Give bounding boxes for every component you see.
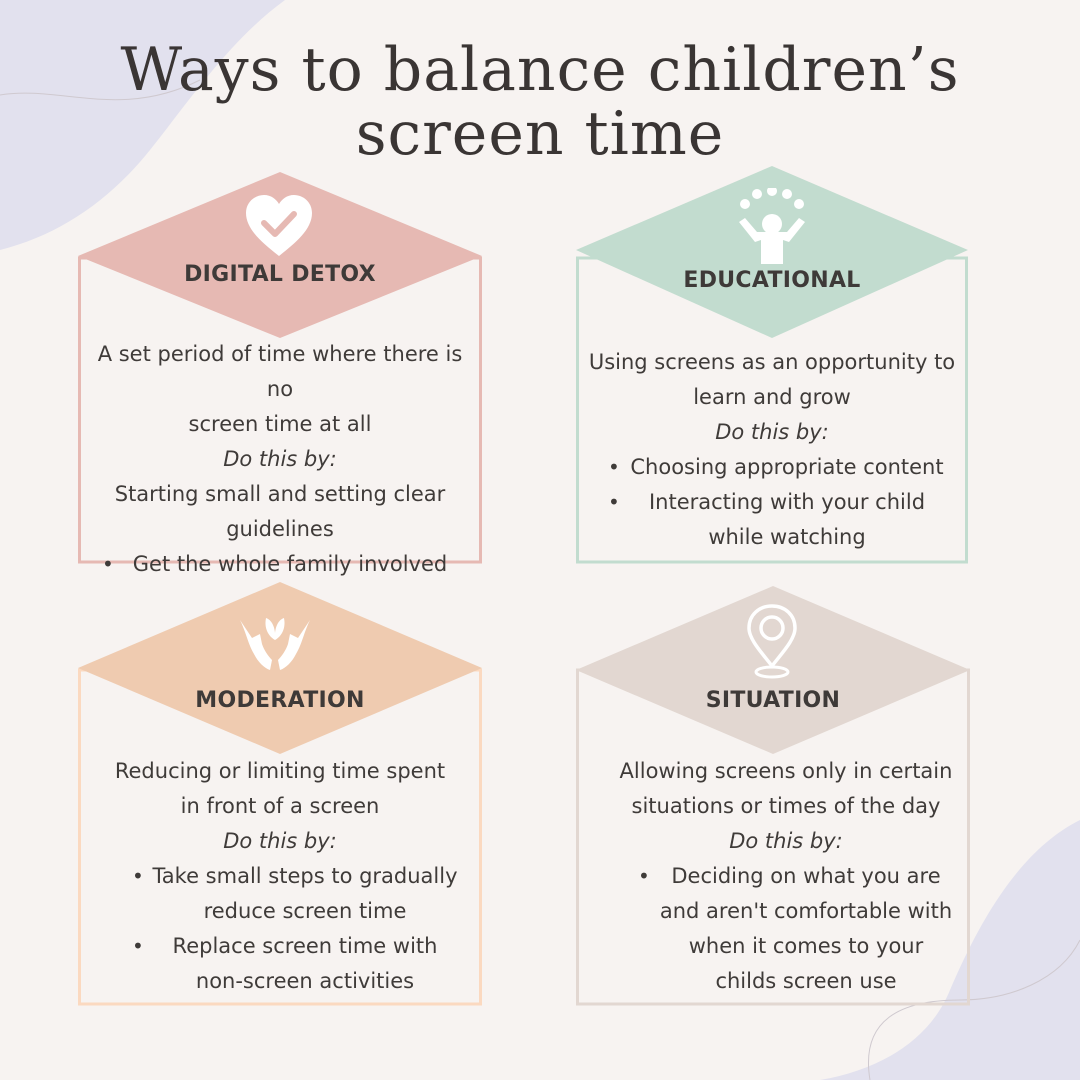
situation-bullet-1-line-2: and aren't comfortable with	[659, 899, 953, 923]
page-title	[0, 35, 1080, 169]
educational-bullet-2-line-1: Interacting with your child	[648, 490, 926, 514]
detox-body	[86, 337, 474, 582]
moderation-desc-line-1: Reducing or limiting time spent	[114, 759, 446, 783]
bullet-icon: •	[638, 864, 650, 888]
list-item	[86, 547, 474, 582]
bullet-icon: •	[102, 552, 114, 576]
educational-body	[580, 345, 964, 555]
detox-do-this-by: Do this by:	[223, 447, 337, 471]
detox-bullet-list	[86, 547, 474, 582]
detox-plain-line-2: guidelines	[226, 517, 334, 541]
bullet-icon: •	[132, 864, 144, 888]
list-item	[86, 929, 474, 999]
moderation-bullet-1-line-1: Take small steps to gradually	[152, 864, 458, 888]
moderation-do-this-by: Do this by:	[223, 829, 337, 853]
detox-heading: DIGITAL DETOX	[184, 262, 376, 287]
moderation-body	[86, 754, 474, 999]
moderation-bullet-list	[86, 859, 474, 999]
moderation-heading: MODERATION	[195, 688, 365, 713]
hands-sprout-icon	[238, 610, 312, 677]
educational-desc-line-1: Using screens as an opportunity to	[588, 350, 956, 374]
situation-do-this-by: Do this by:	[729, 829, 843, 853]
situation-body	[598, 754, 974, 999]
situation-bullet-1-line-3: when it comes to your	[688, 934, 924, 958]
situation-desc-line-2: situations or times of the day	[631, 794, 941, 818]
location-pin-icon	[745, 604, 799, 685]
list-item	[580, 485, 964, 555]
card-situation	[576, 586, 980, 1006]
moderation-bullet-2-line-2: non-screen activities	[195, 969, 415, 993]
educational-bullet-1-line-1: Choosing appropriate content	[630, 455, 944, 479]
moderation-desc-line-2: in front of a screen	[180, 794, 380, 818]
educational-bullet-2-line-2: while watching	[708, 525, 866, 549]
detox-desc-line-2: screen time at all	[188, 412, 372, 436]
card-educational	[576, 166, 980, 564]
bullet-icon: •	[608, 455, 620, 479]
educational-do-this-by: Do this by:	[715, 420, 829, 444]
bullet-icon: •	[608, 490, 620, 514]
bullet-icon: •	[132, 934, 144, 958]
detox-desc-line-1: A set period of time where there is no	[97, 342, 463, 401]
educational-heading: EDUCATIONAL	[683, 268, 861, 293]
educational-desc-line-2: learn and grow	[693, 385, 851, 409]
title-line-2: screen time	[355, 99, 725, 169]
situation-bullet-1-line-1: Deciding on what you are	[671, 864, 941, 888]
card-digital-detox	[78, 172, 482, 576]
heart-check-icon	[244, 194, 314, 263]
moderation-bullet-1-line-2: reduce screen time	[203, 899, 407, 923]
card-moderation	[78, 582, 482, 1006]
list-item	[86, 859, 474, 929]
detox-plain-line-1: Starting small and setting clear	[114, 482, 446, 506]
list-item	[580, 450, 964, 485]
child-celebrating-icon	[737, 188, 807, 269]
situation-desc-line-1: Allowing screens only in certain	[619, 759, 953, 783]
situation-bullet-1-line-4: childs screen use	[715, 969, 897, 993]
detox-bullet-1-line-1: Get the whole family involved	[132, 552, 448, 576]
situation-heading: SITUATION	[705, 688, 841, 713]
title-line-1: Ways to balance children’s	[120, 35, 960, 105]
situation-bullet-list	[598, 859, 974, 999]
educational-bullet-list	[580, 450, 964, 555]
list-item	[598, 859, 974, 999]
moderation-bullet-2-line-1: Replace screen time with	[172, 934, 438, 958]
